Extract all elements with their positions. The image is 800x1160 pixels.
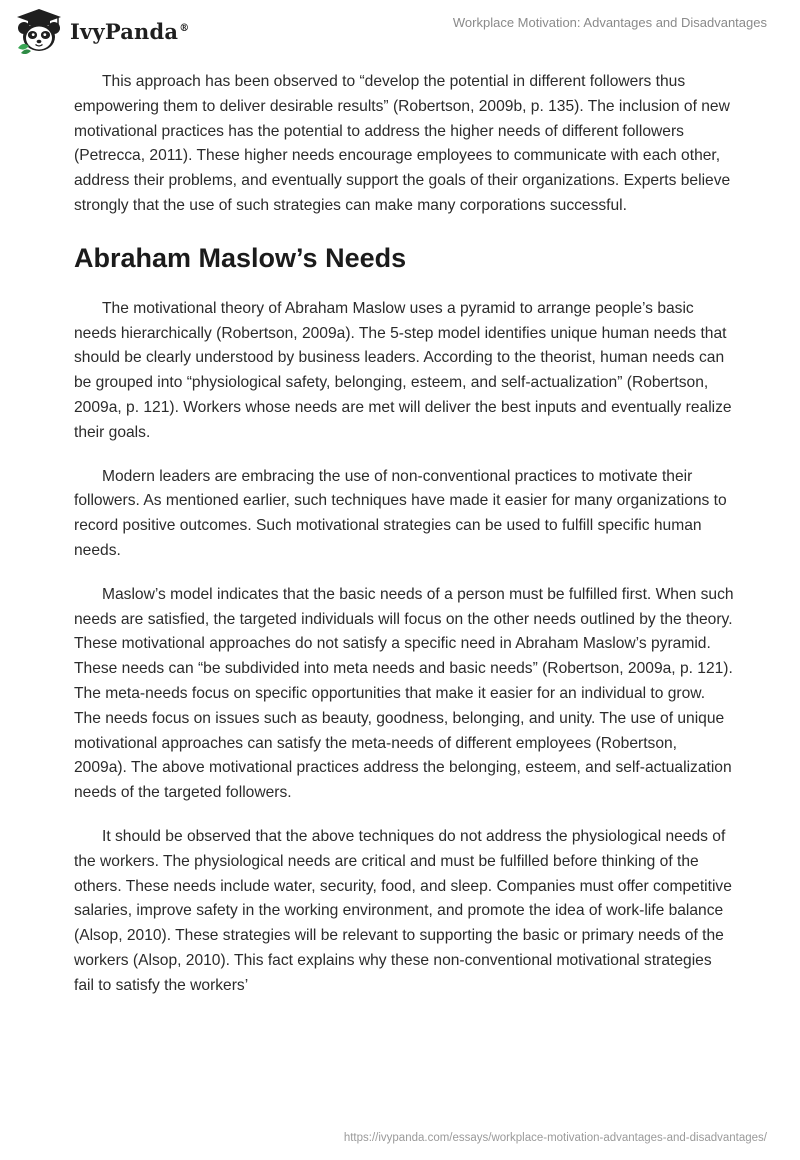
paragraph: The motivational theory of Abraham Maslow uses a pyramid to arrange people’s basic needs hierarchically (Robertson, 2009a). The 5-step model identifies unique human needs that should be clearly understood by business leaders. According to the theorist, human needs can be grouped into “physiological safety, belonging, esteem, and self-actualization” (Robertson, 2009a, p. 121). Workers whose needs are met will deliver the best inputs and eventually realize their goals.: [74, 299, 732, 441]
section-heading: Abraham Maslow’s Needs: [74, 242, 407, 273]
paragraph: Modern leaders are embracing the use of non-conventional practices to motivate their followers. As mentioned earlier, such techniques have made it easier for many organizations to record positive outcomes. Such motivational strategies can be used to fulfill specific human needs.: [74, 467, 727, 559]
panda-graduate-icon: [14, 8, 64, 54]
document-title: Workplace Motivation: Advantages and Disadvantages: [452, 15, 767, 30]
brand-name: IvyPanda®: [70, 18, 190, 44]
essay-content: [74, 70, 734, 1018]
page-header: [0, 0, 800, 60]
paragraph: This approach has been observed to “develop the potential in different followers thus empowering them to deliver desirable results” (Robertson, 2009b, p. 135). The inclusion of new motivational practices has the potential to address the higher needs of different followers (Petrecca, 2011). These higher needs encourage employees to communicate with each other, address their problems, and eventually support the goals of their organizations. Experts believe strongly that the use of such strategies can make many corporations successful.: [74, 73, 731, 214]
paragraph: Maslow’s model indicates that the basic needs of a person must be fulfilled first. When such needs are satisfied, the targeted individuals will focus on the other needs outlined by the theory. These motivational approaches do not satisfy a specific need in Abraham Maslow’s pyramid. These needs can “be subdivided into meta needs and basic needs” (Robertson, 2009a, p. 121). The meta-needs focus on specific opportunities that make it easier for an individual to grow. The needs focus on issues such as beauty, goodness, belonging, and unity. The use of unique motivational approaches can satisfy the meta-needs of different employees (Robertson, 2009a). The above motivational practices address the belonging, esteem, and self-actualization needs of the targeted followers.: [74, 585, 734, 802]
source-url-link[interactable]: https://ivypanda.com/essays/workplace-motivation-advantages-and-disadvantages/: [343, 1132, 767, 1144]
paragraph: It should be observed that the above techniques do not address the physiological needs of the workers. The physiological needs are critical and must be fulfilled before thinking of the others. These needs include water, security, food, and sleep. Companies must offer competitive salaries, improve safety in the working environment, and promote the idea of work-life balance (Alsop, 2010). These strategies will be relevant to supporting the basic or primary needs of the workers (Alsop, 2010). This fact explains why these non-conventional motivational strategies fail to satisfy the workers’: [74, 827, 732, 994]
registered-mark: ®: [179, 22, 190, 34]
ivypanda-logo[interactable]: [14, 8, 189, 54]
